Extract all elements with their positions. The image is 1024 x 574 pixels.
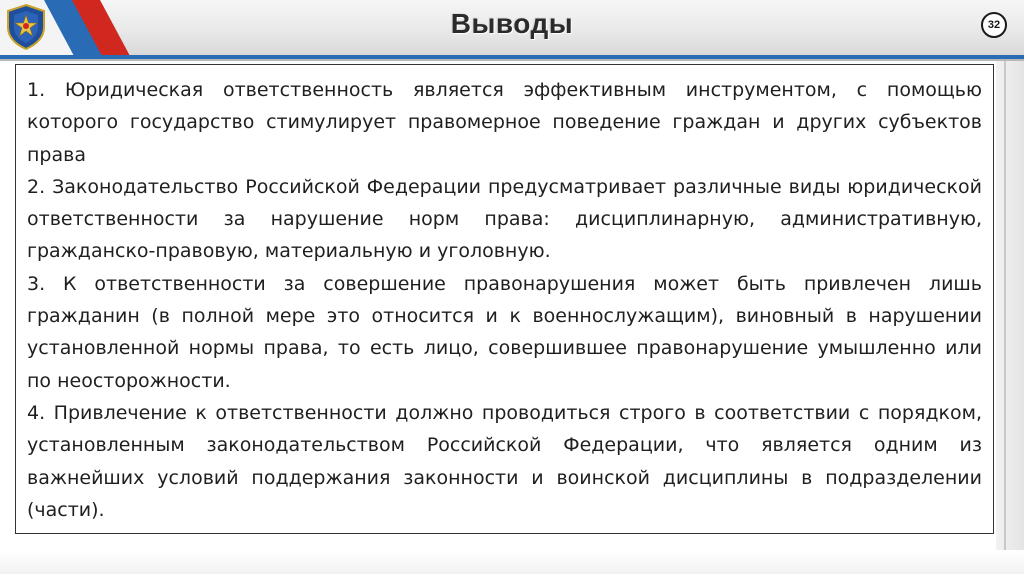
conclusion-item-3: 3. К ответственности за совершение правонарушения может быть привлечен лишь гражданин (в полной мере это относится и к военнослужащим), виновный в нарушении установленной нормы права, то есть лицо, совершившее правонарушение умышленно или по неосторожности. bbox=[27, 272, 982, 392]
bottom-strip bbox=[0, 550, 1024, 574]
conclusion-item-1: 1. Юридическая ответственность является эффективным инструментом, с помощью которого государство стимулирует правомерное поведение граждан и других субъектов права bbox=[27, 79, 982, 166]
page-number-badge: 32 bbox=[981, 12, 1007, 38]
conclusion-item-4: 4. Привлечение к ответственности должно проводиться строго в соответствии с порядком, установленным законодательством Российской Федерации, что является одним из важнейших условий поддержания законности и воинской дисциплины в подразделении (части). bbox=[27, 401, 982, 521]
right-frame-line bbox=[1004, 61, 1006, 574]
conclusions-text-box bbox=[15, 64, 994, 534]
slide-title: Выводы bbox=[450, 8, 574, 39]
right-frame-decoration bbox=[996, 61, 1024, 574]
conclusion-item-2: 2. Законодательство Российской Федерации предусматривает различные виды юридической ответственности за нарушение норм права: дисциплинарную, административную, гражданско-правовую, материальную и уголовную. bbox=[27, 175, 982, 263]
header-divider-grey bbox=[0, 59, 1024, 61]
